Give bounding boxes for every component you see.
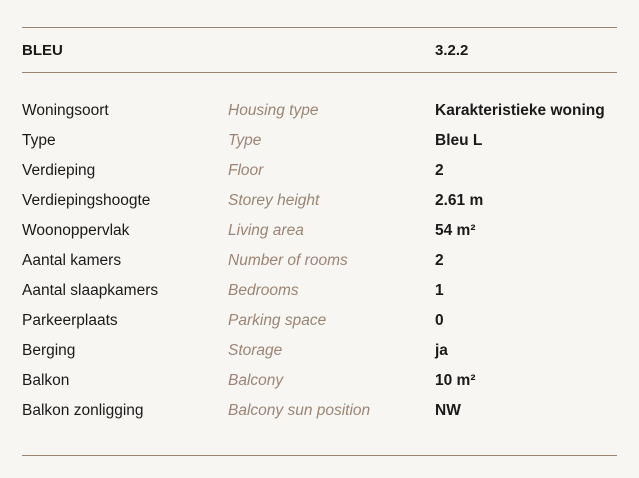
label-en: Balcony sun position <box>228 402 371 419</box>
spec-value: 2 <box>435 162 444 179</box>
label-en: Storey height <box>228 192 320 209</box>
spec-value: 0 <box>435 312 444 329</box>
label-nl: Balkon zonligging <box>22 402 144 419</box>
label-en: Housing type <box>228 102 319 119</box>
spec-row-bedrooms <box>22 280 617 310</box>
spec-row-storage <box>22 340 617 370</box>
label-en: Storage <box>228 342 283 359</box>
label-nl: Balkon <box>22 372 70 389</box>
spec-row-rooms <box>22 250 617 280</box>
spec-row-balcony-sun <box>22 400 617 430</box>
spec-table <box>22 100 617 430</box>
spec-value: ja <box>435 342 448 359</box>
label-nl: Aantal slaapkamers <box>22 282 159 299</box>
spec-row-living-area <box>22 220 617 250</box>
label-en: Living area <box>228 222 304 239</box>
label-nl: Aantal kamers <box>22 252 122 269</box>
label-en: Floor <box>228 162 264 179</box>
label-nl: Woonoppervlak <box>22 222 130 239</box>
bottom-divider <box>22 455 617 456</box>
spec-row-type <box>22 130 617 160</box>
label-nl: Type <box>22 132 56 149</box>
label-en: Number of rooms <box>228 252 348 269</box>
spec-value: 1 <box>435 282 444 299</box>
label-en: Type <box>228 132 262 149</box>
label-en: Bedrooms <box>228 282 299 299</box>
spec-row-storey-height <box>22 190 617 220</box>
spec-value: 2.61 m <box>435 192 484 209</box>
spec-value: NW <box>435 402 461 419</box>
spec-value: 2 <box>435 252 444 269</box>
label-nl: Parkeerplaats <box>22 312 118 329</box>
label-en: Balcony <box>228 372 284 389</box>
top-divider <box>22 27 617 28</box>
spec-value: 54 m² <box>435 222 476 239</box>
spec-row-parking <box>22 310 617 340</box>
spec-value: 10 m² <box>435 372 476 389</box>
spec-value: Bleu L <box>435 132 483 149</box>
spec-value: Karakteristieke woning <box>435 102 605 119</box>
spec-row-floor <box>22 160 617 190</box>
unit-code: 3.2.2 <box>435 42 469 59</box>
unit-name: BLEU <box>22 42 63 59</box>
label-nl: Berging <box>22 342 76 359</box>
spec-row-housing-type <box>22 100 617 130</box>
label-nl: Verdieping <box>22 162 96 179</box>
label-en: Parking space <box>228 312 327 329</box>
spec-header <box>22 41 617 61</box>
label-nl: Verdiepingshoogte <box>22 192 151 209</box>
spec-row-balcony <box>22 370 617 400</box>
label-nl: Woningsoort <box>22 102 109 119</box>
header-divider <box>22 72 617 73</box>
